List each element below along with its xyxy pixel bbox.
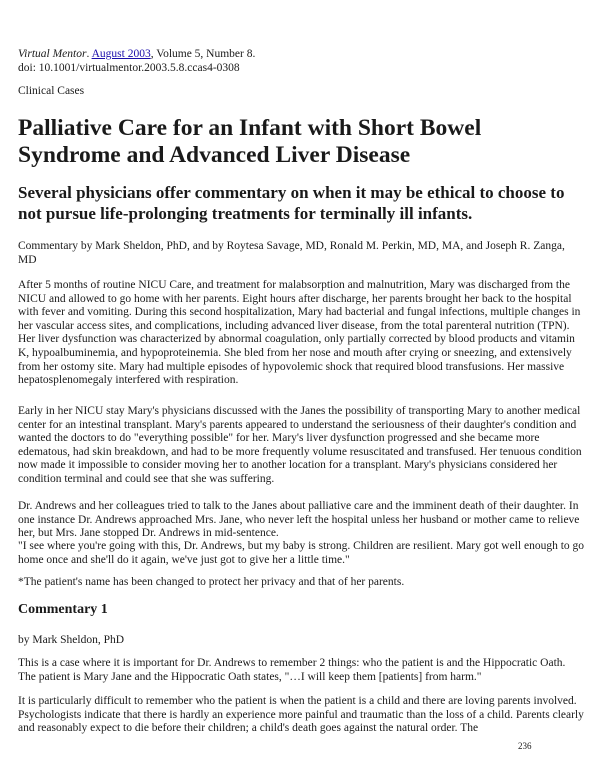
article-byline: Commentary by Mark Sheldon, PhD, and by Roytesa Savage, MD, Ronald M. Perkin, MD, MA, and Joseph R. Zanga, MD <box>18 240 565 266</box>
footnote: *The patient's name has been changed to protect her privacy and that of her parents. <box>18 576 405 588</box>
section-label: Clinical Cases <box>18 85 85 97</box>
commentary-byline: by Mark Sheldon, PhD <box>18 634 125 646</box>
commentary-heading: Commentary 1 <box>18 602 108 617</box>
journal-name: Virtual Mentor <box>18 48 87 60</box>
article-title: Palliative Care for an Infant with Short Bowel Syndrome and Advanced Liver Disease <box>18 115 482 168</box>
case-paragraph: "I see where you're going with this, Dr. Andrews, but my baby is strong. Children are resilient. Mary got well enough to go home once and she'll do it again, we've just got to give her a little time." <box>18 540 585 566</box>
case-paragraph: Early in her NICU stay Mary's physicians discussed with the Janes the possibility of transporting Mary to another medical center for an intestinal transplant. Mary's parents appeared to understand the seriousness of their daughter's condition and wanted the doctors to do "everything possible" for her. Mary's liver dysfunction progressed and she became more edematous, had skin breakdown, and had to be more frequently volume resuscitated and transfused. Her tenuous condition now made it impossible to consider moving her to another location for a transplant. Mary's physicians considered her condition terminal and could see that she was suffering. <box>18 405 582 485</box>
volume-info: , Volume 5, Number 8. <box>150 48 256 60</box>
case-paragraph: After 5 months of routine NICU Care, and treatment for malabsorption and malnutrition, Mary was discharged from the NICU and allowed to go home with her parents. Eight hours after discharge, her parents brought her back to the hospital with fever and vomiting. During this second hospitalization, Mary had bacterial and fungal infections, multiple changes in her vascular access sites, and complications, including advanced liver disease, from the total parenteral nutrition (TPN). Her liver dysfunction was characterized by abnormal coagulation, only partially corrected by blood products and vitamin K, hypoalbuminemia, and hypoproteinemia. She bled from her nose and mouth after crying or sneezing, and extensively from her ostomy site. Mary had multiple episodes of hypovolemic shock that required blood transfusions. Her massive hepatosplenomegaly interfered with respiration. <box>18 279 581 387</box>
doi-line: doi: 10.1001/virtualmentor.2003.5.8.ccas4-0308 <box>18 62 240 74</box>
issue-date-link[interactable]: August 2003 <box>91 48 151 60</box>
case-paragraph: Dr. Andrews and her colleagues tried to talk to the Janes about palliative care and the imminent death of their daughter. In one instance Dr. Andrews approached Mrs. Jane, who never left the hospital unless her husband or mother came to relieve her, but Mrs. Jane stopped Dr. Andrews in mid-sentence. <box>18 500 580 540</box>
commentary-paragraph: This is a case where it is important for Dr. Andrews to remember 2 things: who the patient is and the Hippocratic Oath. The patient is Mary Jane and the Hippocratic Oath states, "…I will keep them [patients] from harm." <box>18 657 566 683</box>
commentary-paragraph: It is particularly difficult to remember who the patient is when the patient is a child and there are loving parents involved. Psychologists indicate that there is hardly an experience more painful and traumatic than the loss of a child. Parents clearly and reasonably expect to die before their children; a child's death goes against the natural order. The <box>18 695 584 735</box>
article-subtitle: Several physicians offer commentary on when it may be ethical to choose to not pursue life-prolonging treatments for terminally ill infants. <box>18 183 565 223</box>
citation-line: Virtual Mentor. August 2003, Volume 5, Number 8. <box>18 48 256 60</box>
page-number: 236 <box>518 741 532 751</box>
